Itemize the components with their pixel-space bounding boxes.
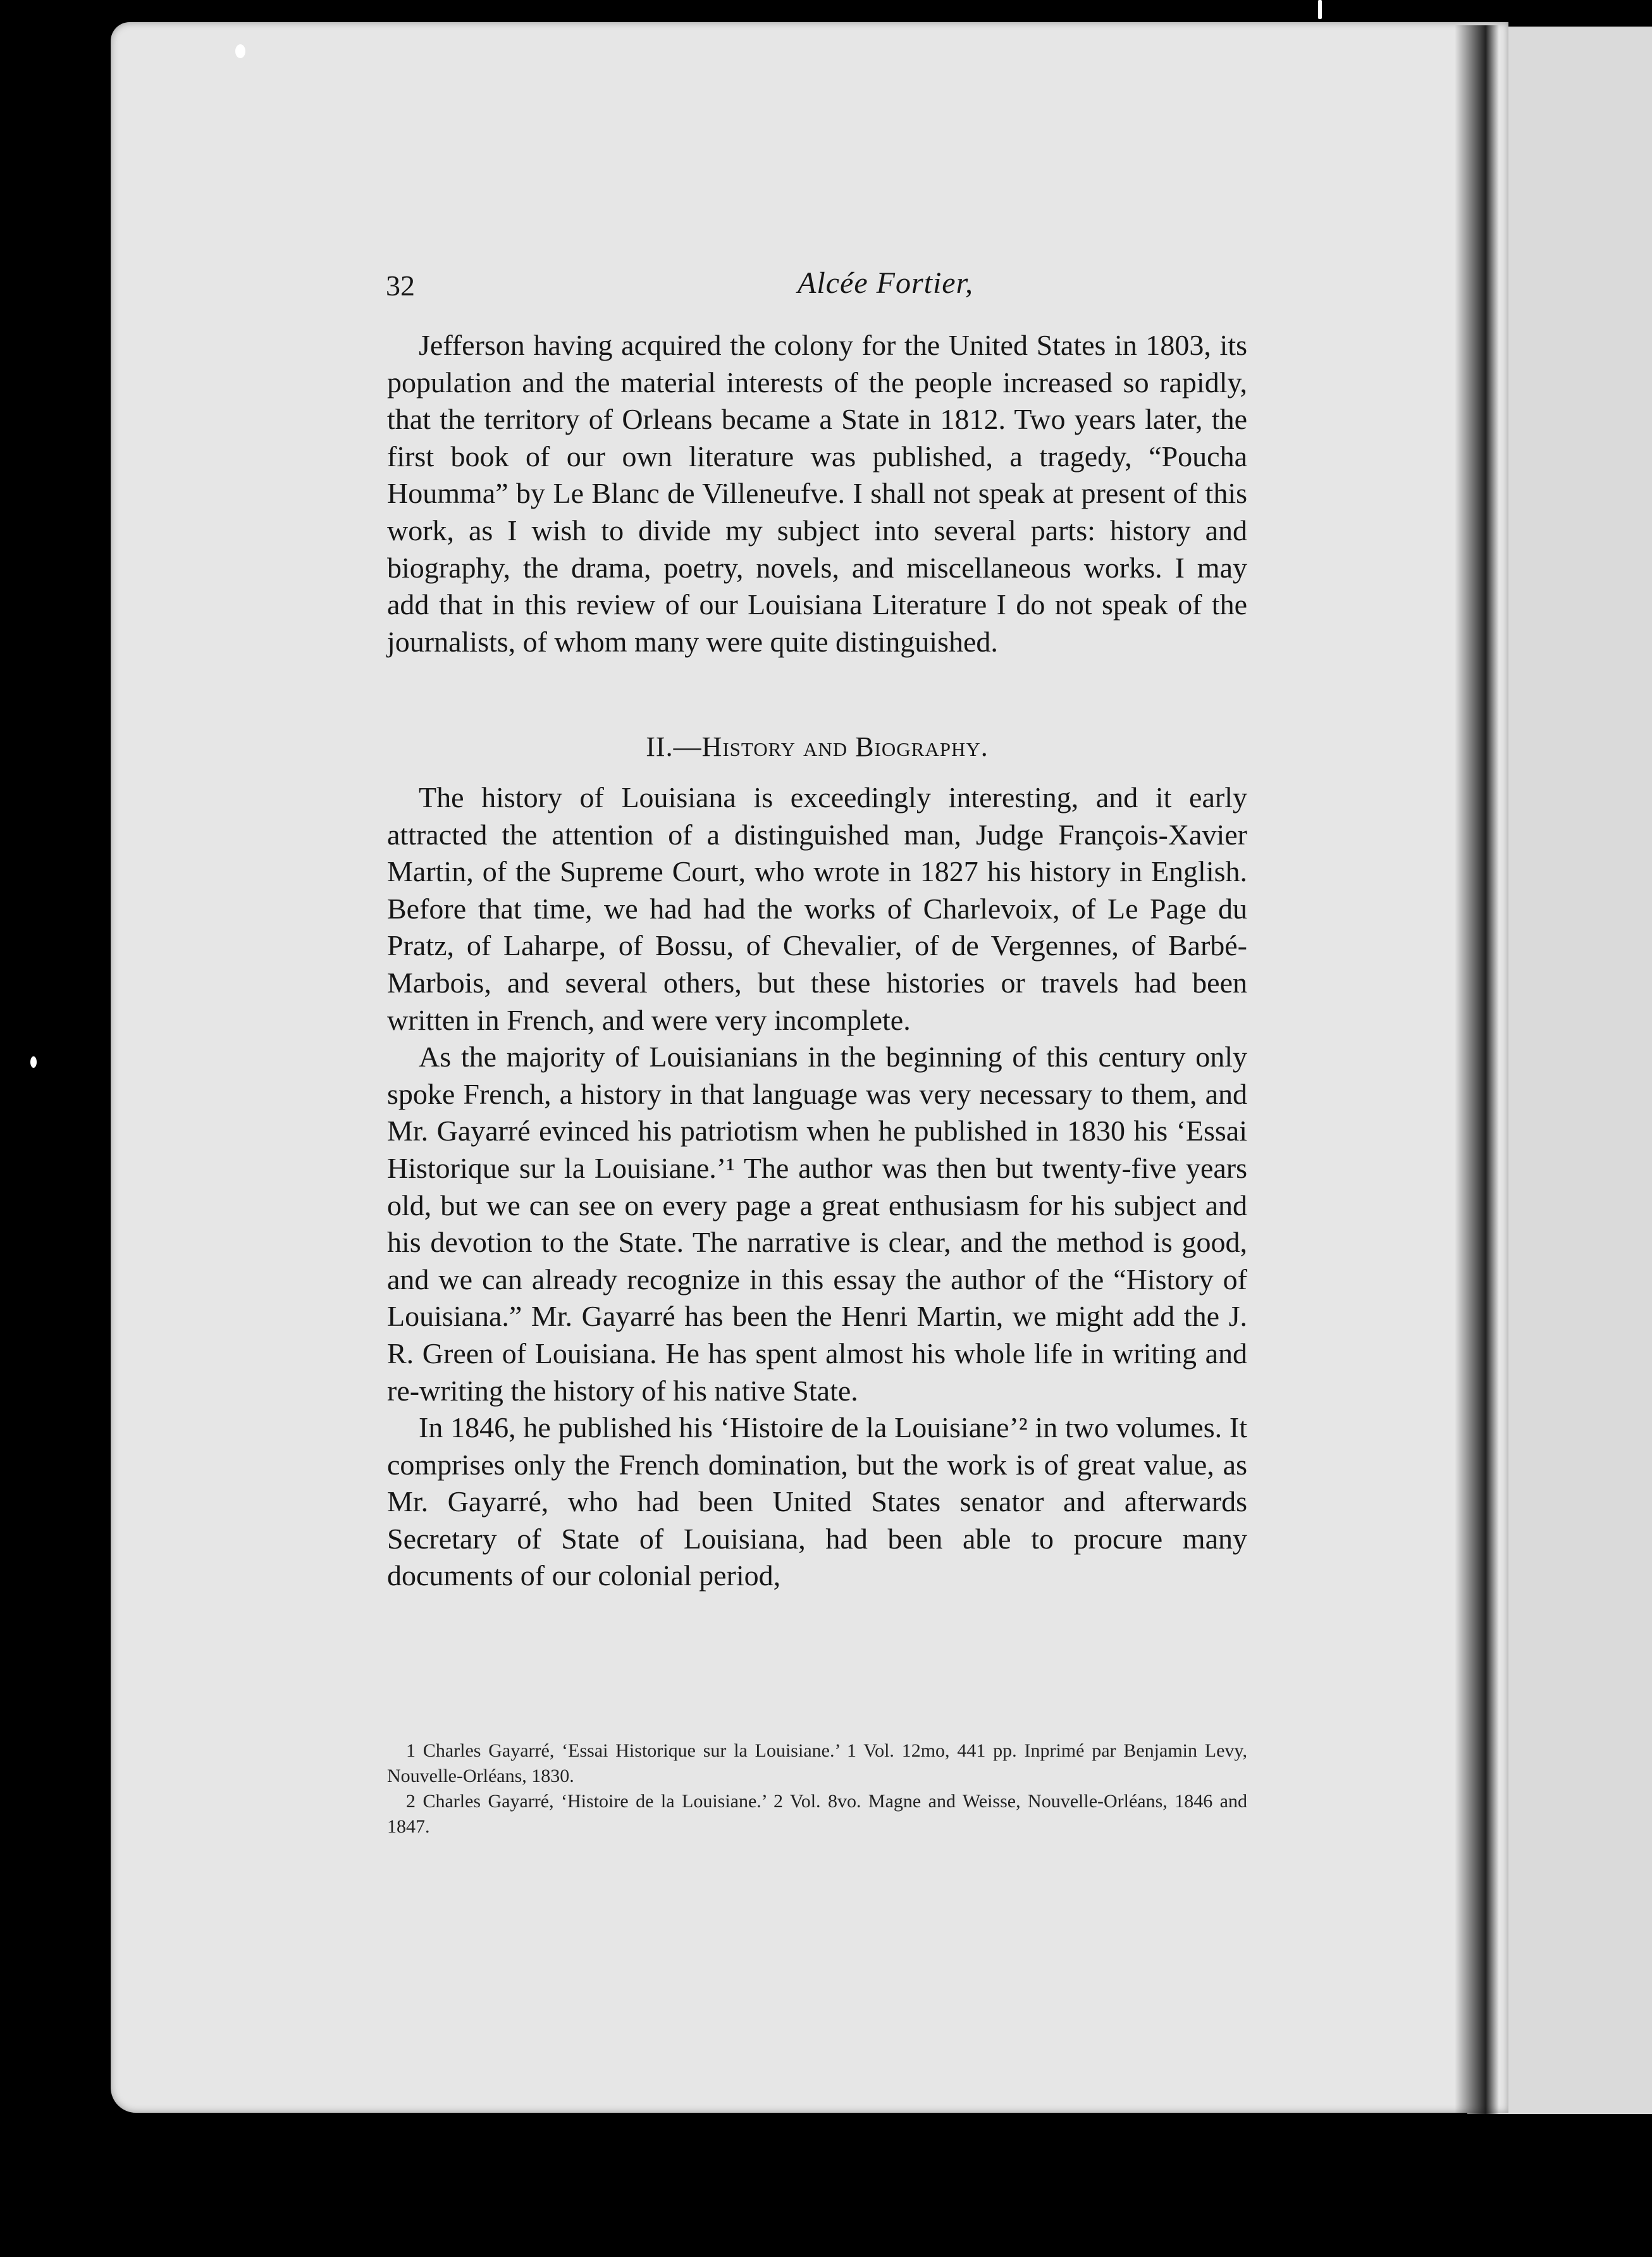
scan-speck — [235, 44, 245, 58]
scan-speck — [30, 1056, 37, 1068]
body-text — [387, 779, 1247, 1595]
scan-speck — [1318, 0, 1322, 19]
paragraph: In 1846, he published his ‘Histoire de la Louisiane’² in two volumes. It comprises only the French domination, but the work is of great value, as Mr. Gayarré, who had been United States senator and afterwards Secretary of State of Louisiana, had been able to procure many documents of our colonial period, — [387, 1411, 1247, 1592]
section-heading — [387, 731, 1247, 763]
page-number: 32 — [386, 269, 415, 302]
running-head: Alcée Fortier, — [798, 266, 973, 300]
section-number: II.— — [646, 731, 702, 762]
footnote: 2 Charles Gayarré, ‘Histoire de la Louisiane.’ 2 Vol. 8vo. Magne and Weisse, Nouvelle-Orléans, 1846 and 1847. — [387, 1791, 1247, 1837]
section-title: History and Biography. — [701, 731, 989, 762]
paragraph: The history of Louisiana is exceedingly interesting, and it early attracted the attention of a distinguished man, Judge François-Xavier Martin, of the Supreme Court, who wrote in 1827 his history in English. Before that time, we had had the works of Charlevoix, of Le Page du Pratz, of Laharpe, of Bossu, of Chevalier, of de Vergennes, of Barbé-Marbois, and several others, but these histories or travels had been written in French, and were very incomplete. — [387, 781, 1247, 1036]
paragraph: Jefferson having acquired the colony for the United States in 1803, its population and the material interests of the people increased so rapidly, that the territory of Orleans became a State in 1812. Two years later, the first book of our own literature was published, a tragedy, “Poucha Houmma” by Le Blanc de Villeneufve. I shall not speak at present of this work, as I wish to divide my subject into several parts: history and biography, the drama, poetry, novels, and miscellaneous works. I may add that in this review of our Louisiana Literature I do not speak of the journalists, of whom many were quite distinguished. — [387, 329, 1247, 658]
binding-shadow — [1455, 25, 1499, 2116]
paragraph: As the majority of Louisianians in the beginning of this century only spoke French, a history in that language was very necessary to them, and Mr. Gayarré evinced his patriotism when he published in 1830 his ‘Essai Historique sur la Louisiane.’¹ The author was then but twenty-five years old, but we can see on every page a great enthusiasm for his subject and his devotion to the State. The narrative is clear, and the method is good, and we can already recognize in this essay the author of the “History of Louisiana.” Mr. Gayarré has been the Henri Martin, we might add the J. R. Green of Louisiana. He has spent almost his whole life in writing and re-writing the history of his native State. — [387, 1041, 1247, 1407]
footnote: 1 Charles Gayarré, ‘Essai Historique sur la Louisiane.’ 1 Vol. 12mo, 441 pp. Inprimé par Benjamin Levy, Nouvelle-Orléans, 1830. — [387, 1740, 1247, 1786]
intro-text — [387, 327, 1247, 660]
footnotes — [387, 1738, 1247, 1840]
